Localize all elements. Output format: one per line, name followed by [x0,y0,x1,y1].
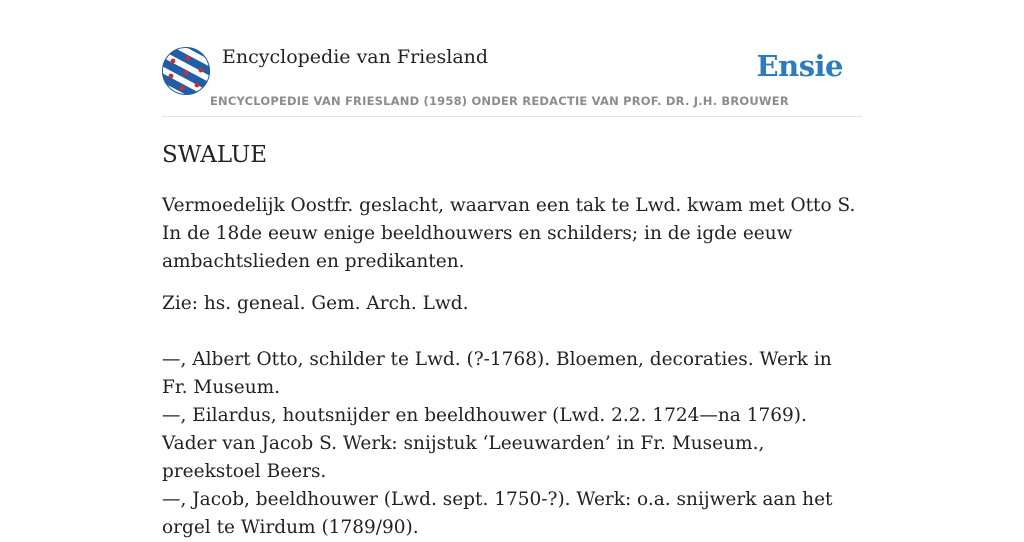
site-header [162,44,862,117]
family-member-entry: —, Jacob, beeldhouwer (Lwd. sept. 1750-?). Werk: o.a. snijwerk aan het orgel te Wirdum (1789/90). [162,489,833,538]
family-member-entry: —, Eilardus, houtsnijder en beeldhouwer (Lwd. 2.2. 1724—na 1769). Vader van Jacob S. Werk: snijstuk ‘Leeuwarden’ in Fr. Museum., preekstoel Beers. [162,405,807,482]
article-reference: Zie: hs. geneal. Gem. Arch. Lwd. [162,293,469,314]
frisian-flag-icon[interactable] [162,47,210,95]
article-paragraph: Vermoedelijk Oostfr. geslacht, waarvan een tak te Lwd. kwam met Otto S. In de 18de eeuw enige beeldhouwers en schilders; in de igde eeuw ambachtslieden en predikanten. [162,195,856,272]
encyclopedia-subtitle: ENCYCLOPEDIE VAN FRIESLAND (1958) ONDER REDACTIE VAN PROF. DR. J.H. BROUWER [210,94,789,108]
family-member-entry: —, Albert Otto, schilder te Lwd. (?-1768). Bloemen, decoraties. Werk in Fr. Museum. [162,349,832,398]
article-title: SWALUE [162,142,268,168]
article-content [162,138,862,542]
family-member-list [162,346,862,542]
site-title[interactable]: Encyclopedie van Friesland [222,46,489,68]
ensie-brand-link[interactable]: Ensie [756,49,843,83]
